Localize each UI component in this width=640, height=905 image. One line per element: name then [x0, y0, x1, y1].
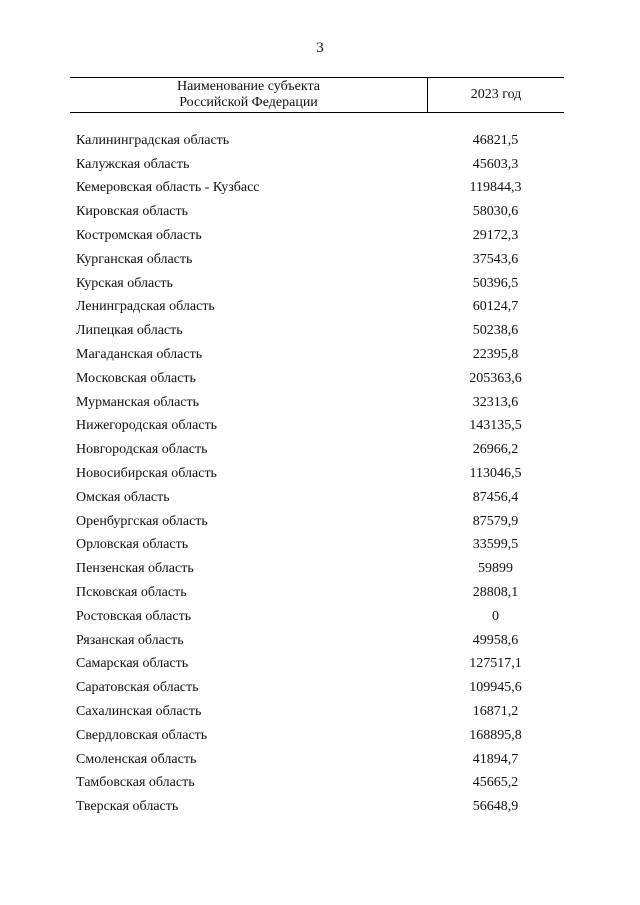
value-2023: 50238,6 — [472, 323, 519, 339]
value-2023: 28808,1 — [472, 585, 519, 601]
value-2023: 205363,6 — [469, 370, 522, 386]
subject-name: Рязанская область — [76, 632, 184, 648]
table-row — [76, 510, 564, 534]
subject-name: Ростовская область — [76, 608, 192, 624]
value-2023: 26966,2 — [472, 442, 519, 458]
table-row — [76, 438, 564, 462]
table-row — [76, 224, 564, 248]
table-row — [76, 153, 564, 177]
column-header-subject-line2: Российской Федерации — [179, 95, 318, 110]
table-row — [76, 319, 564, 343]
value-2023: 45665,2 — [472, 775, 519, 791]
value-2023: 46821,5 — [472, 132, 519, 148]
table-row — [76, 272, 564, 296]
table-row — [76, 676, 564, 700]
subject-name: Ленинградская область — [76, 299, 215, 315]
table-row — [76, 177, 564, 201]
value-2023: 58030,6 — [472, 204, 519, 220]
subject-name: Курганская область — [76, 251, 193, 267]
value-2023: 33599,5 — [472, 537, 519, 553]
table-row — [76, 462, 564, 486]
table-row — [76, 795, 564, 819]
value-2023: 87579,9 — [472, 513, 519, 529]
value-2023: 49958,6 — [472, 632, 519, 648]
table-row — [76, 296, 564, 320]
table-row — [76, 534, 564, 558]
table-row — [76, 772, 564, 796]
value-2023: 168895,8 — [469, 727, 522, 743]
subject-name: Саратовская область — [76, 680, 199, 696]
value-2023: 119844,3 — [469, 180, 522, 196]
subject-name: Мурманская область — [76, 394, 200, 410]
subject-name: Сахалинская область — [76, 704, 202, 720]
column-header-subject — [70, 78, 428, 112]
table-row — [76, 653, 564, 677]
value-2023: 45603,3 — [472, 156, 519, 172]
subject-name: Магаданская область — [76, 347, 203, 363]
value-2023: 29172,3 — [472, 228, 519, 244]
subject-name: Пензенская область — [76, 561, 194, 577]
table-row — [76, 581, 564, 605]
subject-name: Омская область — [76, 489, 170, 505]
subject-name: Новгородская область — [76, 442, 208, 458]
table-row — [76, 629, 564, 653]
table-row — [76, 343, 564, 367]
subject-name: Орловская область — [76, 537, 189, 553]
subject-name: Псковская область — [76, 585, 187, 601]
subject-name: Костромская область — [76, 228, 202, 244]
value-2023: 16871,2 — [472, 704, 519, 720]
subject-name: Калининградская область — [76, 132, 230, 148]
value-2023: 50396,5 — [472, 275, 519, 291]
subject-name: Липецкая область — [76, 323, 183, 339]
value-2023: 109945,6 — [469, 680, 522, 696]
table-row — [76, 605, 564, 629]
value-2023: 0 — [492, 608, 499, 624]
subject-name: Кемеровская область - Кузбасс — [76, 180, 260, 196]
value-2023: 37543,6 — [472, 251, 519, 267]
value-2023: 22395,8 — [472, 347, 519, 363]
page-number: 3 — [316, 40, 324, 56]
subject-name: Московская область — [76, 370, 196, 386]
table-row — [76, 367, 564, 391]
subject-name: Нижегородская область — [76, 418, 218, 434]
subject-name: Кировская область — [76, 204, 189, 220]
subject-name: Самарская область — [76, 656, 189, 672]
table-row — [76, 129, 564, 153]
value-2023: 113046,5 — [469, 466, 522, 482]
table-row — [76, 748, 564, 772]
value-2023: 32313,6 — [472, 394, 519, 410]
column-header-subject-line1: Наименование субъекта — [177, 79, 320, 94]
subject-name: Тамбовская область — [76, 775, 195, 791]
table-row — [76, 248, 564, 272]
subject-name: Свердловская область — [76, 727, 208, 743]
value-2023: 127517,1 — [469, 656, 522, 672]
value-2023: 87456,4 — [472, 489, 519, 505]
value-2023: 59899 — [478, 561, 513, 577]
table-row — [76, 724, 564, 748]
value-2023: 60124,7 — [472, 299, 519, 315]
subject-name: Новосибирская область — [76, 466, 217, 482]
table-row — [76, 700, 564, 724]
value-2023: 56648,9 — [472, 799, 519, 815]
subject-name: Оренбургская область — [76, 513, 208, 529]
table-header — [70, 77, 564, 113]
subject-name: Калужская область — [76, 156, 190, 172]
subject-name: Смоленская область — [76, 751, 197, 767]
column-header-year: 2023 год — [470, 87, 522, 102]
table-row — [76, 391, 564, 415]
subject-name: Тверская область — [76, 799, 179, 815]
table-row — [76, 200, 564, 224]
table-row — [76, 415, 564, 439]
subject-name: Курская область — [76, 275, 173, 291]
table-row — [76, 557, 564, 581]
value-2023: 41894,7 — [472, 751, 519, 767]
table-row — [76, 486, 564, 510]
value-2023: 143135,5 — [469, 418, 522, 434]
table-body — [76, 129, 564, 819]
